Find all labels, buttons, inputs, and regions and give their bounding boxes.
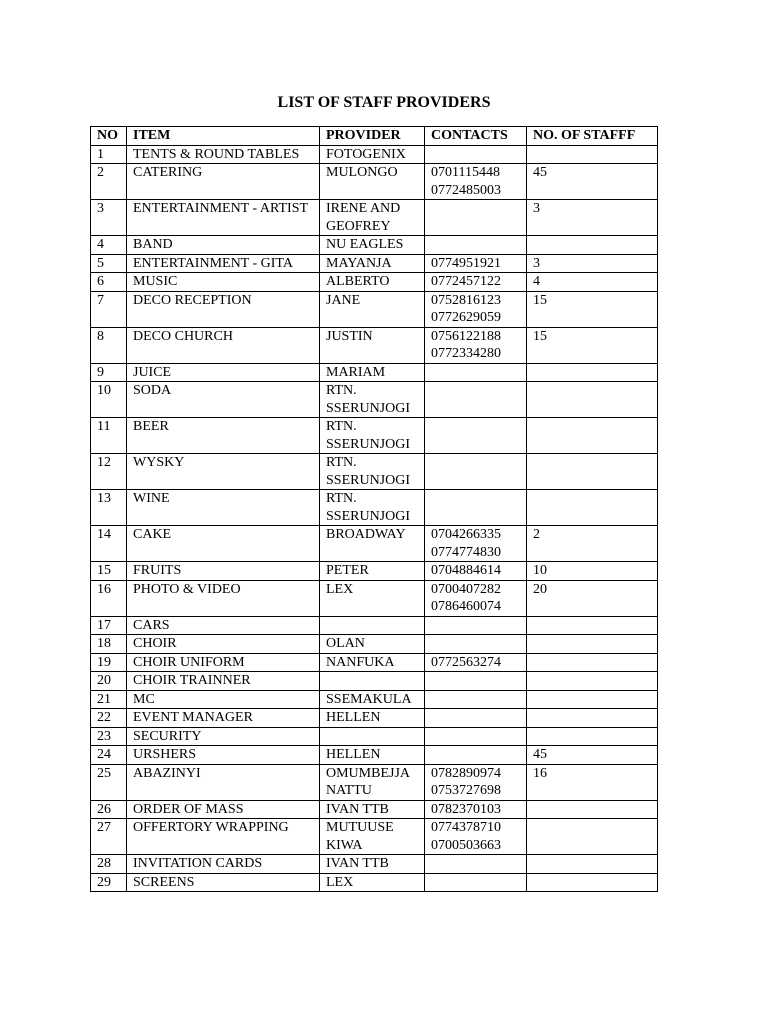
table-row — [91, 382, 658, 418]
cell-contacts: 0701115448 0772485003 — [425, 164, 527, 200]
cell-contacts — [425, 616, 527, 635]
cell-provider: SSEMAKULA — [320, 690, 425, 709]
cell-contacts: 0704266335 0774774830 — [425, 526, 527, 562]
cell-item: OFFERTORY WRAPPING — [127, 819, 320, 855]
cell-item: EVENT MANAGER — [127, 709, 320, 728]
cell-provider — [320, 727, 425, 746]
table-row — [91, 873, 658, 892]
table-row — [91, 363, 658, 382]
cell-staff-count: 3 — [527, 254, 658, 273]
cell-provider: ALBERTO — [320, 273, 425, 292]
table-row — [91, 616, 658, 635]
cell-contacts — [425, 363, 527, 382]
cell-provider: PETER — [320, 562, 425, 581]
cell-no: 5 — [91, 254, 127, 273]
cell-no: 3 — [91, 200, 127, 236]
cell-contacts — [425, 873, 527, 892]
staff-providers-table — [90, 126, 658, 892]
cell-contacts: 0756122188 0772334280 — [425, 327, 527, 363]
cell-contacts — [425, 855, 527, 874]
cell-item: ENTERTAINMENT - GITA — [127, 254, 320, 273]
cell-staff-count: 20 — [527, 580, 658, 616]
cell-contacts: 0774951921 — [425, 254, 527, 273]
table-row — [91, 145, 658, 164]
cell-contacts: 0774378710 0700503663 — [425, 819, 527, 855]
table-row — [91, 418, 658, 454]
cell-contacts — [425, 382, 527, 418]
cell-no: 19 — [91, 653, 127, 672]
cell-staff-count — [527, 855, 658, 874]
cell-item: SODA — [127, 382, 320, 418]
cell-item: ORDER OF MASS — [127, 800, 320, 819]
cell-staff-count — [527, 490, 658, 526]
cell-provider: RTN. SSERUNJOGI — [320, 454, 425, 490]
cell-provider: IRENE AND GEOFREY — [320, 200, 425, 236]
cell-staff-count — [527, 145, 658, 164]
cell-provider: FOTOGENIX — [320, 145, 425, 164]
table-row — [91, 855, 658, 874]
cell-no: 12 — [91, 454, 127, 490]
cell-no: 18 — [91, 635, 127, 654]
cell-staff-count — [527, 873, 658, 892]
cell-provider: LEX — [320, 580, 425, 616]
table-header-row — [91, 127, 658, 146]
cell-no: 1 — [91, 145, 127, 164]
cell-no: 20 — [91, 672, 127, 691]
cell-no: 6 — [91, 273, 127, 292]
table-row — [91, 164, 658, 200]
cell-contacts — [425, 635, 527, 654]
header-contacts: CONTACTS — [425, 127, 527, 146]
cell-provider: MULONGO — [320, 164, 425, 200]
cell-provider: JUSTIN — [320, 327, 425, 363]
cell-item: SCREENS — [127, 873, 320, 892]
cell-provider: JANE — [320, 291, 425, 327]
cell-provider: OLAN — [320, 635, 425, 654]
cell-staff-count: 15 — [527, 327, 658, 363]
table-row — [91, 580, 658, 616]
cell-staff-count — [527, 690, 658, 709]
cell-staff-count: 15 — [527, 291, 658, 327]
table-row — [91, 562, 658, 581]
cell-contacts: 0782890974 0753727698 — [425, 764, 527, 800]
cell-staff-count — [527, 382, 658, 418]
cell-item: CHOIR — [127, 635, 320, 654]
cell-staff-count: 3 — [527, 200, 658, 236]
cell-no: 23 — [91, 727, 127, 746]
cell-no: 13 — [91, 490, 127, 526]
cell-contacts — [425, 746, 527, 765]
cell-item: CHOIR UNIFORM — [127, 653, 320, 672]
cell-no: 7 — [91, 291, 127, 327]
cell-staff-count — [527, 363, 658, 382]
cell-contacts — [425, 236, 527, 255]
cell-no: 8 — [91, 327, 127, 363]
cell-item: WYSKY — [127, 454, 320, 490]
header-staff-count: NO. OF STAFFF — [527, 127, 658, 146]
table-row — [91, 819, 658, 855]
cell-no: 11 — [91, 418, 127, 454]
cell-no: 21 — [91, 690, 127, 709]
cell-staff-count: 10 — [527, 562, 658, 581]
cell-provider: HELLEN — [320, 746, 425, 765]
cell-no: 28 — [91, 855, 127, 874]
table-body — [91, 145, 658, 892]
cell-contacts — [425, 727, 527, 746]
cell-contacts: 0772457122 — [425, 273, 527, 292]
cell-provider: OMUMBEJJA NATTU — [320, 764, 425, 800]
cell-provider — [320, 616, 425, 635]
cell-item: ENTERTAINMENT - ARTIST — [127, 200, 320, 236]
header-item: ITEM — [127, 127, 320, 146]
cell-no: 15 — [91, 562, 127, 581]
cell-no: 17 — [91, 616, 127, 635]
table-row — [91, 200, 658, 236]
cell-contacts — [425, 145, 527, 164]
table-row — [91, 746, 658, 765]
cell-no: 27 — [91, 819, 127, 855]
table-row — [91, 236, 658, 255]
cell-provider: NANFUKA — [320, 653, 425, 672]
cell-provider: IVAN TTB — [320, 855, 425, 874]
cell-provider: RTN. SSERUNJOGI — [320, 418, 425, 454]
cell-contacts — [425, 200, 527, 236]
cell-staff-count — [527, 635, 658, 654]
cell-contacts — [425, 490, 527, 526]
cell-provider: NU EAGLES — [320, 236, 425, 255]
cell-item: FRUITS — [127, 562, 320, 581]
table-row — [91, 653, 658, 672]
cell-contacts: 0782370103 — [425, 800, 527, 819]
cell-item: BEER — [127, 418, 320, 454]
cell-staff-count: 45 — [527, 746, 658, 765]
cell-staff-count — [527, 236, 658, 255]
cell-contacts — [425, 672, 527, 691]
cell-item: MUSIC — [127, 273, 320, 292]
cell-staff-count — [527, 727, 658, 746]
cell-item: CAKE — [127, 526, 320, 562]
cell-staff-count — [527, 709, 658, 728]
cell-item: JUICE — [127, 363, 320, 382]
cell-staff-count — [527, 672, 658, 691]
cell-staff-count — [527, 653, 658, 672]
table-row — [91, 490, 658, 526]
cell-item: MC — [127, 690, 320, 709]
cell-staff-count — [527, 819, 658, 855]
cell-no: 16 — [91, 580, 127, 616]
cell-staff-count — [527, 616, 658, 635]
cell-item: TENTS & ROUND TABLES — [127, 145, 320, 164]
cell-item: DECO RECEPTION — [127, 291, 320, 327]
cell-item: URSHERS — [127, 746, 320, 765]
table-row — [91, 454, 658, 490]
cell-no: 22 — [91, 709, 127, 728]
table-row — [91, 273, 658, 292]
cell-item: ABAZINYI — [127, 764, 320, 800]
cell-provider: IVAN TTB — [320, 800, 425, 819]
cell-provider: MARIAM — [320, 363, 425, 382]
cell-staff-count — [527, 800, 658, 819]
cell-provider: RTN. SSERUNJOGI — [320, 382, 425, 418]
cell-contacts — [425, 690, 527, 709]
cell-no: 9 — [91, 363, 127, 382]
table-row — [91, 327, 658, 363]
table-row — [91, 526, 658, 562]
cell-item: CHOIR TRAINNER — [127, 672, 320, 691]
header-no: NO — [91, 127, 127, 146]
cell-staff-count: 16 — [527, 764, 658, 800]
cell-contacts — [425, 418, 527, 454]
cell-provider — [320, 672, 425, 691]
cell-staff-count: 2 — [527, 526, 658, 562]
cell-item: BAND — [127, 236, 320, 255]
cell-item: WINE — [127, 490, 320, 526]
cell-no: 26 — [91, 800, 127, 819]
cell-item: CARS — [127, 616, 320, 635]
cell-provider: HELLEN — [320, 709, 425, 728]
cell-provider: MUTUUSE KIWA — [320, 819, 425, 855]
cell-contacts: 0700407282 0786460074 — [425, 580, 527, 616]
cell-no: 14 — [91, 526, 127, 562]
table-row — [91, 727, 658, 746]
page-title: LIST OF STAFF PROVIDERS — [277, 94, 491, 111]
cell-item: CATERING — [127, 164, 320, 200]
cell-no: 24 — [91, 746, 127, 765]
cell-provider: BROADWAY — [320, 526, 425, 562]
cell-contacts: 0704884614 — [425, 562, 527, 581]
cell-staff-count: 45 — [527, 164, 658, 200]
cell-no: 29 — [91, 873, 127, 892]
table-row — [91, 764, 658, 800]
cell-item: DECO CHURCH — [127, 327, 320, 363]
cell-staff-count — [527, 454, 658, 490]
cell-staff-count: 4 — [527, 273, 658, 292]
cell-contacts: 0752816123 0772629059 — [425, 291, 527, 327]
cell-item: INVITATION CARDS — [127, 855, 320, 874]
table-row — [91, 709, 658, 728]
header-provider: PROVIDER — [320, 127, 425, 146]
cell-no: 4 — [91, 236, 127, 255]
cell-staff-count — [527, 418, 658, 454]
cell-contacts: 0772563274 — [425, 653, 527, 672]
table-row — [91, 254, 658, 273]
table-row — [91, 800, 658, 819]
cell-contacts — [425, 454, 527, 490]
cell-no: 2 — [91, 164, 127, 200]
cell-provider: MAYANJA — [320, 254, 425, 273]
cell-contacts — [425, 709, 527, 728]
cell-item: SECURITY — [127, 727, 320, 746]
table-row — [91, 672, 658, 691]
cell-item: PHOTO & VIDEO — [127, 580, 320, 616]
table-row — [91, 291, 658, 327]
cell-provider: LEX — [320, 873, 425, 892]
table-row — [91, 690, 658, 709]
cell-no: 10 — [91, 382, 127, 418]
cell-provider: RTN. SSERUNJOGI — [320, 490, 425, 526]
cell-no: 25 — [91, 764, 127, 800]
table-row — [91, 635, 658, 654]
